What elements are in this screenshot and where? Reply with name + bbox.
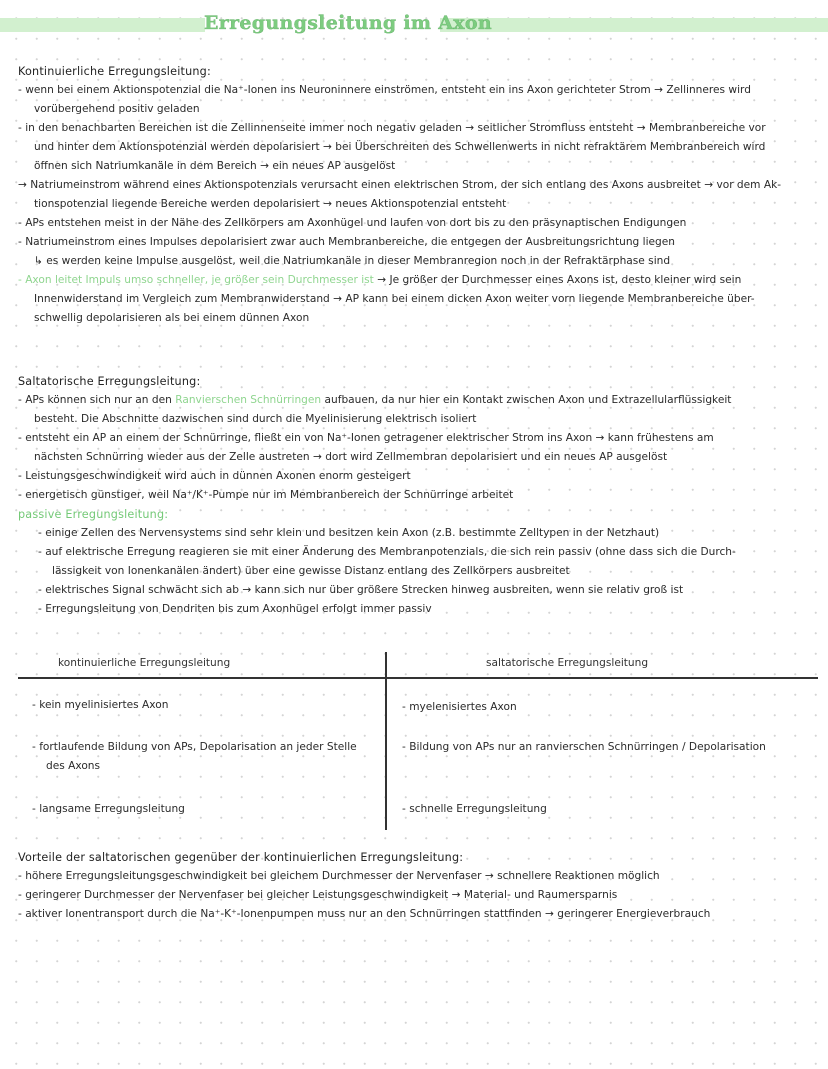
item-line: Innenwiderstand im Vergleich zum Membranwiderstand → AP kann bei einem dicken Axon weiter vorn liegende Membranbereiche über- bbox=[34, 293, 755, 305]
item-line: besteht. Die Abschnitte dazwischen sind durch die Myelinisierung elektrisch isoliert bbox=[34, 413, 477, 425]
item-line: - Erregungsleitung von Dendriten bis zum Axonhügel erfolgt immer passiv bbox=[38, 603, 432, 615]
highlight-text: Ranvierschen Schnürringen bbox=[175, 394, 322, 406]
item-line: schwellig depolarisieren als bei einem dünnen Axon bbox=[34, 312, 310, 324]
list-item bbox=[38, 524, 823, 543]
item-line: und hinter dem Aktionspotenzial werden depolarisiert → bei Überschreiten des Schwellenwerts in nicht refraktärem Membranbereich wird bbox=[34, 141, 766, 153]
table-cell-line: - fortlaufende Bildung von APs, Depolarisation an jeder Stelle bbox=[32, 741, 357, 753]
section-heading: Saltatorische Erregungsleitung: bbox=[18, 375, 201, 388]
list-item: - aktiver Ionentransport durch die Na⁺-K⁺-Ionenpumpen muss nur an den Schnürringen stattfinden → geringerer Energieverbrauch bbox=[18, 908, 711, 920]
item-line: - elektrisches Signal schwächt sich ab → kann sich nur über größere Strecken hinweg ausbreiten, wenn sie relativ groß ist bbox=[38, 584, 684, 596]
item-line: → Natriumeinstrom während eines Aktionspotenzials verursacht einen elektrischen Strom, der sich entlang des Axons ausbreitet → vor dem Ak- bbox=[18, 179, 782, 191]
section-heading: Kontinuierliche Erregungsleitung: bbox=[18, 65, 211, 78]
list-item bbox=[18, 391, 823, 429]
list-item bbox=[38, 543, 823, 581]
title-highlight-left bbox=[0, 18, 205, 32]
list-item bbox=[18, 233, 823, 271]
item-line: tionspotenzial liegende Bereiche werden depolarisiert → neues Aktionspotenzial entsteht bbox=[34, 198, 507, 210]
table-cell: - Bildung von APs nur an ranvierschen Schnürringen / Depolarisation bbox=[402, 741, 766, 753]
table-cell: - schnelle Erregungsleitung bbox=[402, 803, 547, 815]
table-divider-horizontal bbox=[18, 677, 818, 679]
page-title: Erregungsleitung im Axon bbox=[204, 12, 493, 34]
item-line: - einige Zellen des Nervensystems sind sehr klein und besitzen kein Axon (z.B. bestimmte Zelltypen in der Netzhaut) bbox=[38, 527, 660, 539]
list-item bbox=[18, 486, 823, 505]
table-cell: - langsame Erregungsleitung bbox=[32, 803, 185, 815]
item-line: öffnen sich Natriumkanäle in dem Bereich → ein neues AP ausgelöst bbox=[34, 160, 396, 172]
list-item: - höhere Erregungsleitungsgeschwindigkeit bei gleichem Durchmesser der Nervenfaser → schnellere Reaktionen möglich bbox=[18, 870, 660, 882]
item-line: - in den benachbarten Bereichen ist die Zellinnenseite immer noch negativ geladen → seitlicher Stromfluss entsteht → Membranbereiche vor bbox=[18, 122, 766, 134]
item-line: ↳ es werden keine Impulse ausgelöst, weil die Natriumkanäle in dieser Membranregion noch in der Refraktärphase sind bbox=[34, 255, 671, 267]
list-item bbox=[18, 214, 823, 233]
list-item bbox=[38, 600, 823, 619]
item-line: - Leistungsgeschwindigkeit wird auch in dünnen Axonen enorm gesteigert bbox=[18, 470, 411, 482]
list-item bbox=[18, 119, 823, 176]
item-line: - entsteht ein AP an einem der Schnürringe, fließt ein von Na⁺-Ionen getragener elektrischer Strom ins Axon → kann frühestens am bbox=[18, 432, 714, 444]
list-item bbox=[38, 581, 823, 600]
title-bar bbox=[0, 12, 828, 38]
highlight-text: - Axon leitet Impuls umso schneller, je größer sein Durchmesser ist bbox=[18, 274, 374, 286]
section-heading: Vorteile der saltatorischen gegenüber der kontinuierlichen Erregungsleitung: bbox=[18, 851, 464, 864]
item-text: - APs können sich nur an den bbox=[18, 394, 176, 406]
table-header-kontinuierlich: kontinuierliche Erregungsleitung bbox=[58, 657, 231, 669]
item-line: - APs entstehen meist in der Nähe des Zellkörpers am Axonhügel und laufen von dort bis zu den präsynaptischen Endigungen bbox=[18, 217, 687, 229]
table-cell: - kein myelinisiertes Axon bbox=[32, 699, 169, 711]
item-line: - wenn bei einem Aktionspotenzial die Na⁺-Ionen ins Neuroninnere einströmen, entsteht ein ins Axon gerichteter Strom → Zellinneres wird bbox=[18, 84, 751, 96]
item-line: lässigkeit von Ionenkanälen ändert) über eine gewisse Distanz entlang des Zellkörpers ausbreitet bbox=[52, 565, 570, 577]
list-item bbox=[18, 429, 823, 467]
passive-list bbox=[18, 524, 823, 619]
section-saltatorisch bbox=[18, 372, 823, 619]
list-item bbox=[18, 81, 823, 119]
item-line: vorübergehend positiv geladen bbox=[34, 103, 200, 115]
table-divider-vertical bbox=[385, 652, 387, 830]
table-cell bbox=[32, 738, 382, 776]
item-line: - auf elektrische Erregung reagieren sie mit einer Änderung des Membranpotenzials, die sich rein passiv (ohne dass sich die Durch- bbox=[38, 546, 736, 558]
table-header-saltatorisch: saltatorische Erregungsleitung bbox=[486, 657, 649, 669]
item-line: - energetisch günstiger, weil Na⁺/K⁺-Pumpe nur im Membranbereich der Schnürringe arbeitet bbox=[18, 489, 514, 501]
list-item bbox=[18, 176, 823, 214]
title-highlight-right bbox=[440, 18, 828, 32]
list-item bbox=[18, 271, 823, 328]
table-cell: - myelenisiertes Axon bbox=[402, 701, 517, 713]
section-kontinuierlich bbox=[18, 62, 823, 328]
item-text: → Je größer der Durchmesser eines Axons ist, desto kleiner wird sein bbox=[373, 274, 742, 286]
section-vorteile bbox=[18, 848, 823, 924]
item-line: - Natriumeinstrom eines Impulses depolarisiert zwar auch Membranbereiche, die entgegen der Ausbreitungsrichtung liegen bbox=[18, 236, 675, 248]
table-cell-line: des Axons bbox=[46, 760, 101, 772]
list-item: - geringerer Durchmesser der Nervenfaser bei gleicher Leistungsgeschwindigkeit → Material- und Raumersparnis bbox=[18, 889, 618, 901]
item-text: aufbauen, da nur hier ein Kontakt zwischen Axon und Extrazellularflüssigkeit bbox=[321, 394, 732, 406]
item-line: nächsten Schnürring wieder aus der Zelle austreten → dort wird Zellmembran depolarisiert und ein neues AP ausgelöst bbox=[34, 451, 668, 463]
section-heading: passive Erregungsleitung: bbox=[18, 508, 169, 521]
list-item bbox=[18, 467, 823, 486]
